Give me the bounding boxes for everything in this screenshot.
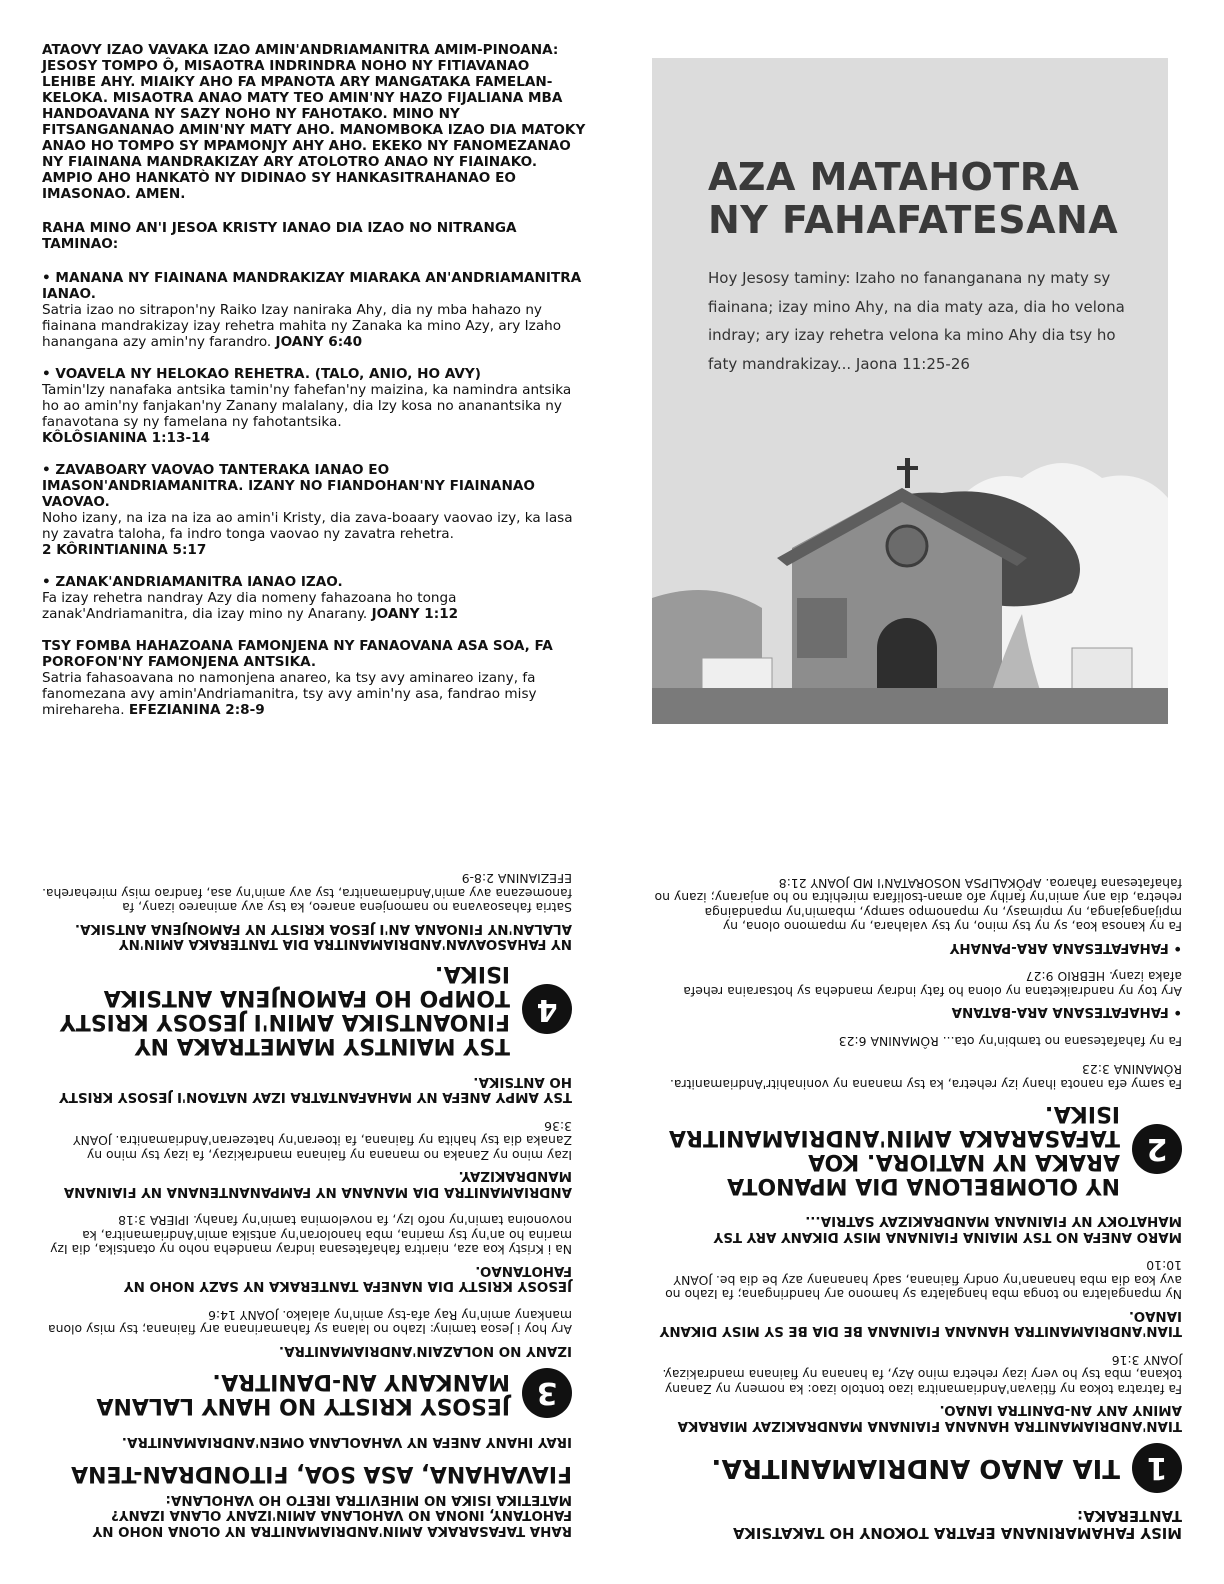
cover-panel [652,58,1168,724]
section-2-title: NY OLOMBELONA DIA MPANOTA ARAKA NY NATIORA. KOA TAFASARAKA AMIN'ANDRIAMANITRA ISIKA. [668,1101,1120,1198]
point-body: Satria fahasoavana no namonjena anareo, ka tsy avy aminareo izany, fa fanomezana avy amin'Andriamanitra, tsy avy amin'ny asa, fandrao misy mirehareha. [42,670,537,718]
ref: JOANY 14:6 [208,1308,279,1323]
point-heading: • ZANAK'ANDRIAMANITRA IANAO IZAO. [42,574,343,590]
chapel-photo [652,388,1168,724]
b-c: Fa ny fahafatesana no tambin'ny ota... RÔMANINA 6:23 [838,1034,1182,1049]
section-2-header [652,1101,1182,1197]
point-4 [42,574,587,622]
ref: IPIERA 3:18 [118,1213,190,1229]
point-ref: KÔLÔSIANINA 1:13-14 [42,430,211,446]
cover-title-line2: NY FAHAFATESANA [708,198,1119,242]
section-3-title: JESOSY KRISTY NO HANY LALANA MANKANY AN-DANITRA. [96,1369,510,1418]
cover-title [708,156,1118,242]
ref: JOANY 10:10 [673,1258,1182,1288]
section-4-title: TSY MAINTSY MAMETRAKA NY FINOANTSIKA AMIN'I JESOSY KRISTY TOMPO HO FAMONJENA ANTSIKA ISIKA. [59,961,510,1059]
point-body: Fa izay rehetra nandray Azy dia nomeny fahazoana ho tonga zanak'Andriamanitra, dia izay mino ny Anarany. [42,590,457,622]
cover-verse: Hoy Jesosy taminy: Izaho no fananganana ny maty sy fiainana; izay mino Ahy, na dia maty aza, dia ho velona indray; ary izay rehetra velona ka mino Ahy dia tsy ho faty mandrakizay... Jaona 11:25-26 [708,269,1125,373]
s4-q2: NY FAHASOAVAN'ANDRIAMANITRA DIA TANTERAKA AMIN'NY ALALAN'NY FINOANA AN'I JESOA KRISTY NY FAMONJENA ANTSIKA. [74,921,572,952]
ref: EFEZIANINA 2:8-9 [461,871,572,887]
s3-q2: JESOSY KRISTY DIA NANEFA TANTERAKA NY SAZY NOHO NY FAHOTANAO. [123,1263,572,1294]
ref: HEBRIO 9:27 [1025,969,1106,985]
point-heading: • MANANA NY FIAINANA MANDRAKIZAY MIARAKA AN'ANDRIAMANITRA IANAO. [42,270,582,302]
sections-3-4-panel [42,822,572,1538]
point-heading: TSY FOMBA HAHAZOANA FAMONJENA NY FANAOVANA ASA SOA, FA POROFON'NY FAMONJENA ANTSIKA. [42,638,553,670]
s4-b1: Izay mino ny Zanaka no manana ny fiainana mandrakizay, fa izay tsy mino ny Zanaka dia tsy hahita ny fiainana, fa itoeran'ny hatezeran'Andriamanitra. JOANY 3:36 [72,1119,572,1163]
s3-b1: Ary hoy i Jesoa taminy: Izaho no lalana sy fahamarinana ary fiainana; tsy misy olona mankany amin'ny Ray afa-tsy amin'ny alalako. JOANY 14:6 [48,1308,572,1338]
prayer-text: ATAOVY IZAO VAVAKA IZAO AMIN'ANDRIAMANITRA AMIM-PINOANA: JESOSY TOMPO Ô, MISAOTRA INDRINDRA NOHO NY FITIAVANAO LEHIBE AHY. MIAIKY AHO FA MPANOTA ARY MANGATAKA FAMELAN-KELOKA. MISAOTRA ANAO MATY TEO AMIN'NY HAZO FIJALIANA MBA HANDOAVANA NY SAZY NOHO NY FAHOTAKO. MINO NY FITSANGANANAO AMIN'NY MATY AHO. MANOMBOKA IZAO DIA MATOKY ANAO HO TOMPO SY MPAMONJY AHY AHO. EKEKO NY FANOMEZANAO NY FIAINANA MANDRAKIZAY ARY ATOLOTRO ANAO NY FIAINAKO. AMPIO AHO HANKATÒ NY DIDINAO SY HANKASITRAHANAO EO IMASONAO. AMEN. [42,42,586,202]
point-2 [42,366,587,446]
point-1 [42,270,587,350]
section-1-header [652,1443,1182,1493]
q-a: • FAHAFATESANA ARA-PANAHY [949,940,1182,955]
s3-b2: Na i Kristy koa aza, niaritra fahafatesana indray mandeha noho ny otantsika, dia Izy marina ho an'ny tsy marina, mba hanoloran'ny antsika amin'Andriamanitra, ka novonoina tamin'ny nofo Izy, fa novelomina tamin'ny fanahy. IPIERA 3:18 [50,1213,572,1258]
ref: RÔMANINA 6:23 [838,1034,939,1049]
s4-b2: Satria fahasoavana no namonjena anareo, ka tsy avy aminareo izany, fa fanomezana avy amin'Andriamanitra, tsy avy amin'ny asa, fandrao misy mirehareha. EFEZIANINA 2:8-9 [42,871,572,916]
point-body: Tamin'Izy nanafaka antsika tamin'ny fahefan'ny maizina, ka namindra antsika ho ao amin'ny fanjakan'ny Zanany malalany, dia Izy kosa no ananantsika ny fanavotana sy ny famelana ny fahotantsika. [42,382,572,430]
s4-q1: TSY AMPY ANEFA NY MAHAFANTATRA IZAY NATAON'I JESOSY KRISTY HO ANTSIKA. [59,1074,572,1105]
section-3-badge: 3 [522,1368,572,1418]
section-1-title: TIA ANAO ANDRIAMANITRA. [711,1453,1120,1483]
section-1-badge: 1 [1132,1443,1182,1493]
lead-question: RAHA TAFASARAKA AMIN'ANDRIAMANITRA NY OLONA NOHO NY FAHOTANY, INONA NO VAHOLANA AMIN'IZANY OLANA IZANY? MATETIKA ISIKA NO MIHEVITRA IRETO HO VAHOLANA: [92,1492,572,1538]
section-4-badge: 4 [522,985,572,1035]
point-3 [42,462,587,558]
q-e: MARO ANEFA NO TSY MIAINA FIAINANA MISY DIKANY ARY TSY MAHATOKY NY FIAINANA MANDRAKIZAY SATRIA... [713,1213,1182,1244]
salvation-panel [42,42,587,734]
point-5 [42,638,587,718]
s3-q1: IZANY NO NOLAZAIN'ANDRIAMANITRA. [278,1343,572,1358]
ref: APÔKALIPSA NOSORATAN'I MD JOANY 21:8 [778,876,1042,891]
lead-heading: MISY FAHAMARINANA EFATRA TOKONY HO TAKATSIKA TANTERAKA: [732,1507,1182,1541]
section-3-header [42,1368,572,1418]
ref: RÔMANINA 3:23 [1082,1062,1182,1078]
point-heading: • VOAVELA NY HELOKAO REHETRA. (TALO, ANIO, HO AVY) [42,366,481,382]
point-ref: JOANY 6:40 [275,334,363,350]
q-f: TIAN'ANDRIAMANITRA HANANA FIAINANA BE DIA BE SY MISY DIKANY IANAO. [659,1308,1182,1339]
q-g: TIAN'ANDRIAMANITRA HANANA FIAINANA MANDRAKIZAY MIARAKA AMINY ANY AN-DANITRA IANAO. [677,1402,1182,1433]
s3-q3: IRAY IHANY ANEFA NY VAHAOLANA OMEN'ANDRIAMANITRA. [121,1434,572,1450]
point-body: Satria izao no sitrapon'ny Raiko Izay naniraka Ahy, dia ny mba hahazo ny fiainana mandrakizay izay rehetra mahita ny Zanaka ka mino Azy, ary Izaho hanangana azy amin'ny farandro. [42,302,562,350]
point-heading: • ZAVABOARY VAOVAO TANTERAKA IANAO EO IMASON'ANDRIAMANITRA. IZANY NO FIANDOHAN'NY FIAINANAO VAOVAO. [42,462,535,510]
section-4-header [42,962,572,1058]
b-d: Fa samy efa nanota ihany izy rehetra, ka tsy manana ny voninahitr'Andriamanitra. RÔMANINA 3:23 [669,1062,1182,1092]
s4-p1: ANDRIAMANITRA DIA MANANA NY FAMPANANTENANA NY FIAINANA MANDRAKIZAY. [63,1168,572,1199]
point-body: Noho izany, na iza na iza ao amin'i Kristy, dia zava-boaary vaovao izy, ka lasa ny zavatra taloha, fa indro tonga vaovao ny zavatra rehetra. [42,510,573,542]
ref: JOANY 3:16 [1111,1353,1182,1368]
b-f: Fa fatratra tokoa ny fitiavan'Andriamanitra izao tontolo izao: ka nomeny ny Zanany tokana, mba tsy ho very izay rehetra mino Azy, fa hanana ny fiainana mandrakizay. JOANY 3:16 [662,1353,1182,1397]
cover-title-line1: AZA MATAHOTRA [708,155,1080,199]
receive-heading: RAHA MINO AN'I JESOA KRISTY IANAO DIA IZAO NO NITRANGA TAMINAO: [42,220,517,252]
point-ref: JOANY 1:12 [371,606,459,622]
q-b: • FAHAFATESANA ARA-BATANA [951,1004,1182,1020]
b-a: Ary toy ny nandraiketana ny olona ho faty indray mandeha sy hotsaraina rehefa afaka izany. HEBRIO 9:27 [683,969,1182,999]
point-ref: EFEZIANINA 2:8-9 [128,702,265,718]
ref: JOANY 3:36 [72,1119,572,1149]
sections-1-2-panel [652,820,1182,1540]
point-ref: 2 KÔRINTIANINA 5:17 [42,542,207,558]
b-e: Ny mpangalatra no tonga mba hangalatra sy hamono ary handringana; fa Izaho no avy koa dia mba hananan'ny ondry fiainana, sady hananany azy be dia be. JOANY 10:10 [665,1258,1182,1303]
b-top: Fa ny kanosa koa, sy ny tsy mino, ny tsy valahara, ny mpamono olona, ny mpijangajanga, ny mpimasy, ny mpanompo sampy, mbamin'ny mpandainga rehetra, dia any amin'ny farihy afo aman-tsolifara mirehitra no ho anjarany; izany no fahafatesana faharoa. APÔKALIPSA NOSORATAN'I MD JOANY 21:8 [654,876,1182,935]
lead-big: FIAVAHANA, ASA SOA, FITONDRAN-TENA [71,1461,572,1487]
section-2-badge: 2 [1132,1124,1182,1174]
